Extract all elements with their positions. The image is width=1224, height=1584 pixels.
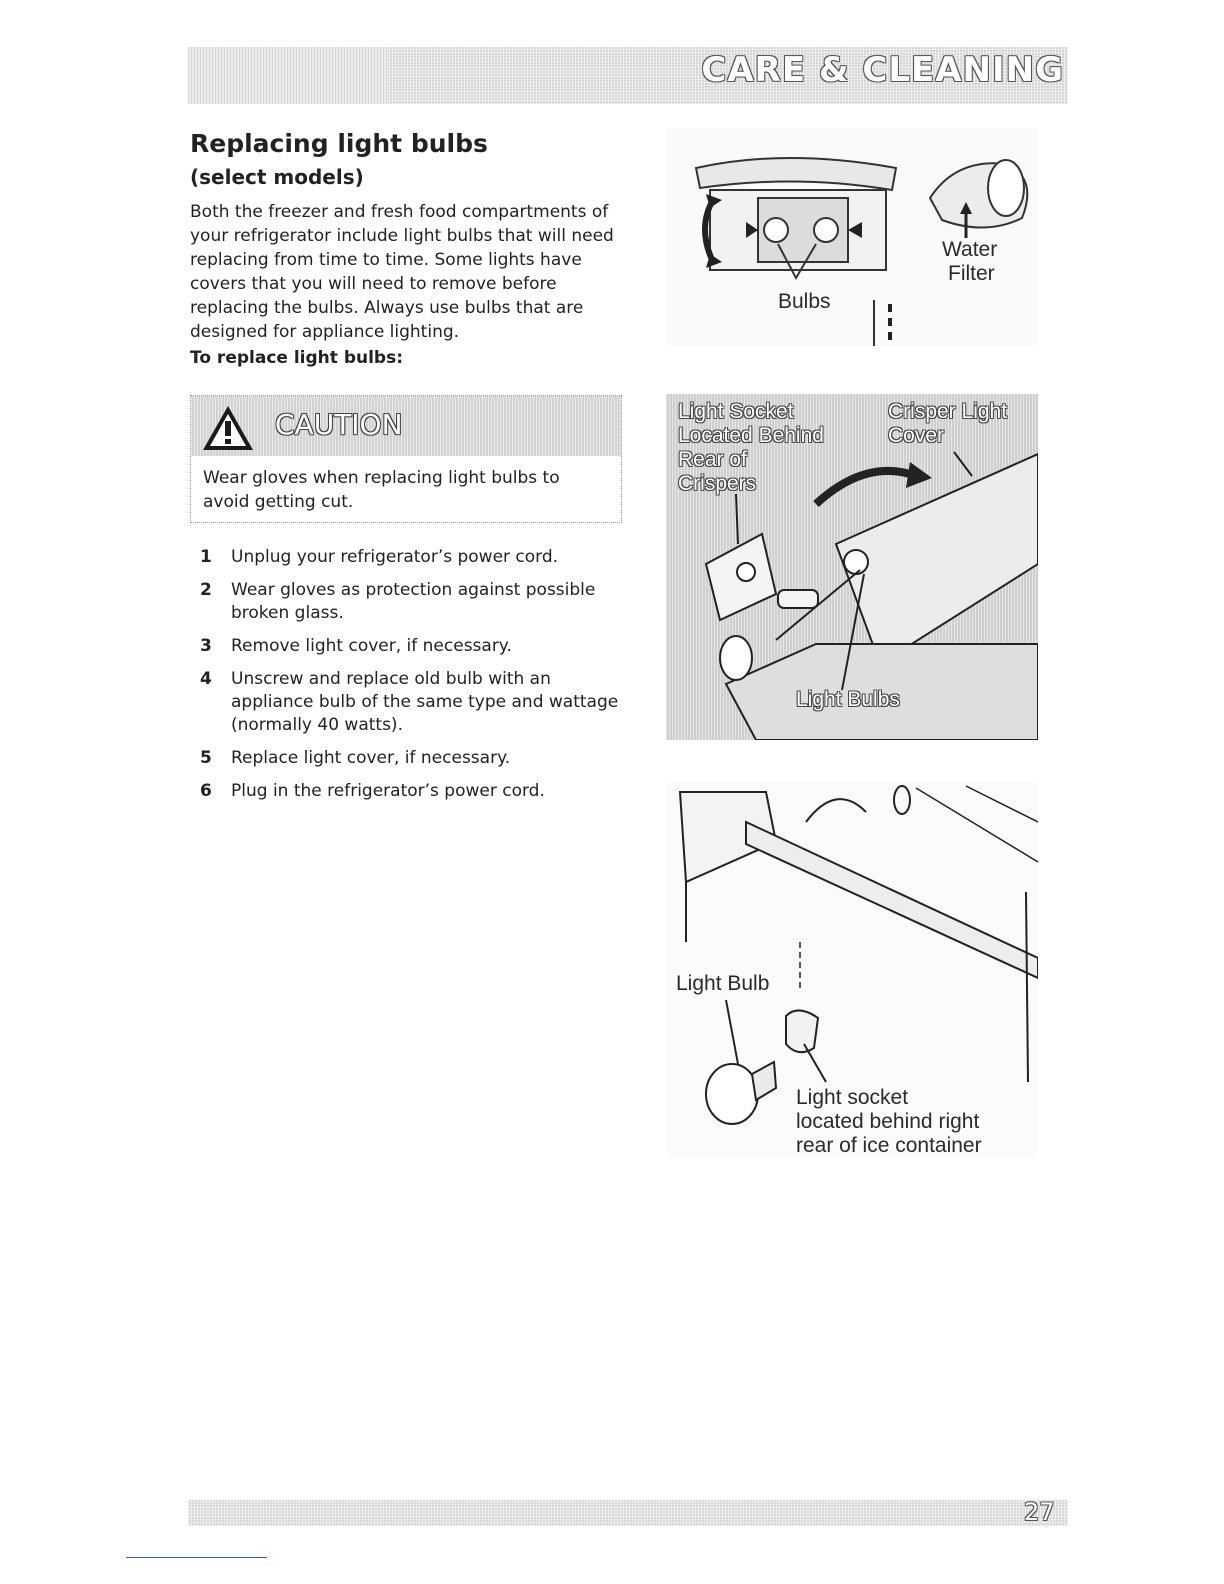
label-crisper-light: Crisper Light: [888, 400, 1008, 423]
step-item: [200, 546, 630, 569]
label-light-socket-ice: Light socket: [796, 1086, 909, 1109]
step-item: [200, 635, 630, 658]
page-subheading: (select models): [190, 165, 364, 189]
step-text: Plug in the refrigerator’s power cord.: [231, 781, 545, 801]
header-band-light: [188, 47, 388, 104]
procedure-heading: To replace light bulbs:: [190, 348, 403, 368]
label-light-bulbs: Light Bulbs: [796, 688, 900, 711]
label-crispers: Crispers: [678, 472, 757, 495]
steps-list: [200, 546, 630, 813]
step-text: Unscrew and replace old bulb with an appliance bulb of the same type and wattage (normally 40 watts).: [231, 669, 619, 735]
step-text: Unplug your refrigerator’s power cord.: [231, 547, 559, 567]
step-number: 5: [200, 748, 212, 768]
label-rear-ice-container: rear of ice container: [796, 1134, 982, 1157]
step-number: 4: [200, 669, 212, 689]
figure-ice-container-light: [666, 782, 1038, 1158]
caution-header: [191, 396, 621, 456]
label-water: Water: [942, 238, 998, 261]
step-number: 3: [200, 636, 212, 656]
label-light-socket: Light Socket: [678, 400, 794, 423]
step-text: Wear gloves as protection against possible broken glass.: [231, 580, 596, 623]
figure-freezer-light: [666, 128, 1038, 346]
page-heading: Replacing light bulbs: [190, 129, 488, 158]
footnote-rule: [126, 1557, 267, 1558]
freezer-light-illustration: [666, 128, 1038, 346]
step-text: Remove light cover, if necessary.: [231, 636, 512, 656]
warning-icon: [201, 404, 255, 452]
section-title: CARE & CLEANING: [701, 50, 1064, 90]
caution-label: CAUTION: [275, 408, 403, 441]
footer-band: [188, 1500, 1068, 1526]
page-number: 27: [1024, 1498, 1055, 1526]
label-located-behind: Located Behind: [678, 424, 824, 447]
intro-paragraph: Both the freezer and fresh food compartments of your refrigerator include light bulbs that will need replacing from time to time. Some lights have covers that you will need to remove before replacing the bulbs. Always use bulbs that are designed for appliance lighting.: [190, 202, 614, 342]
caution-box: [190, 395, 622, 523]
label-cover: Cover: [888, 424, 945, 447]
caution-text: Wear gloves when replacing light bulbs to avoid getting cut.: [203, 468, 560, 512]
label-filter: Filter: [948, 262, 995, 285]
label-bulbs: Bulbs: [778, 290, 831, 313]
step-item: [200, 780, 630, 803]
step-number: 6: [200, 781, 212, 801]
step-item: [200, 668, 630, 737]
label-rear-of: Rear of: [678, 448, 747, 471]
step-item: [200, 579, 630, 625]
step-text: Replace light cover, if necessary.: [231, 748, 511, 768]
step-number: 2: [200, 580, 212, 600]
step-item: [200, 747, 630, 770]
step-number: 1: [200, 547, 212, 567]
figure-crisper-light: [666, 394, 1038, 740]
label-located-behind-right: located behind right: [796, 1110, 980, 1133]
label-light-bulb: Light Bulb: [676, 972, 770, 995]
